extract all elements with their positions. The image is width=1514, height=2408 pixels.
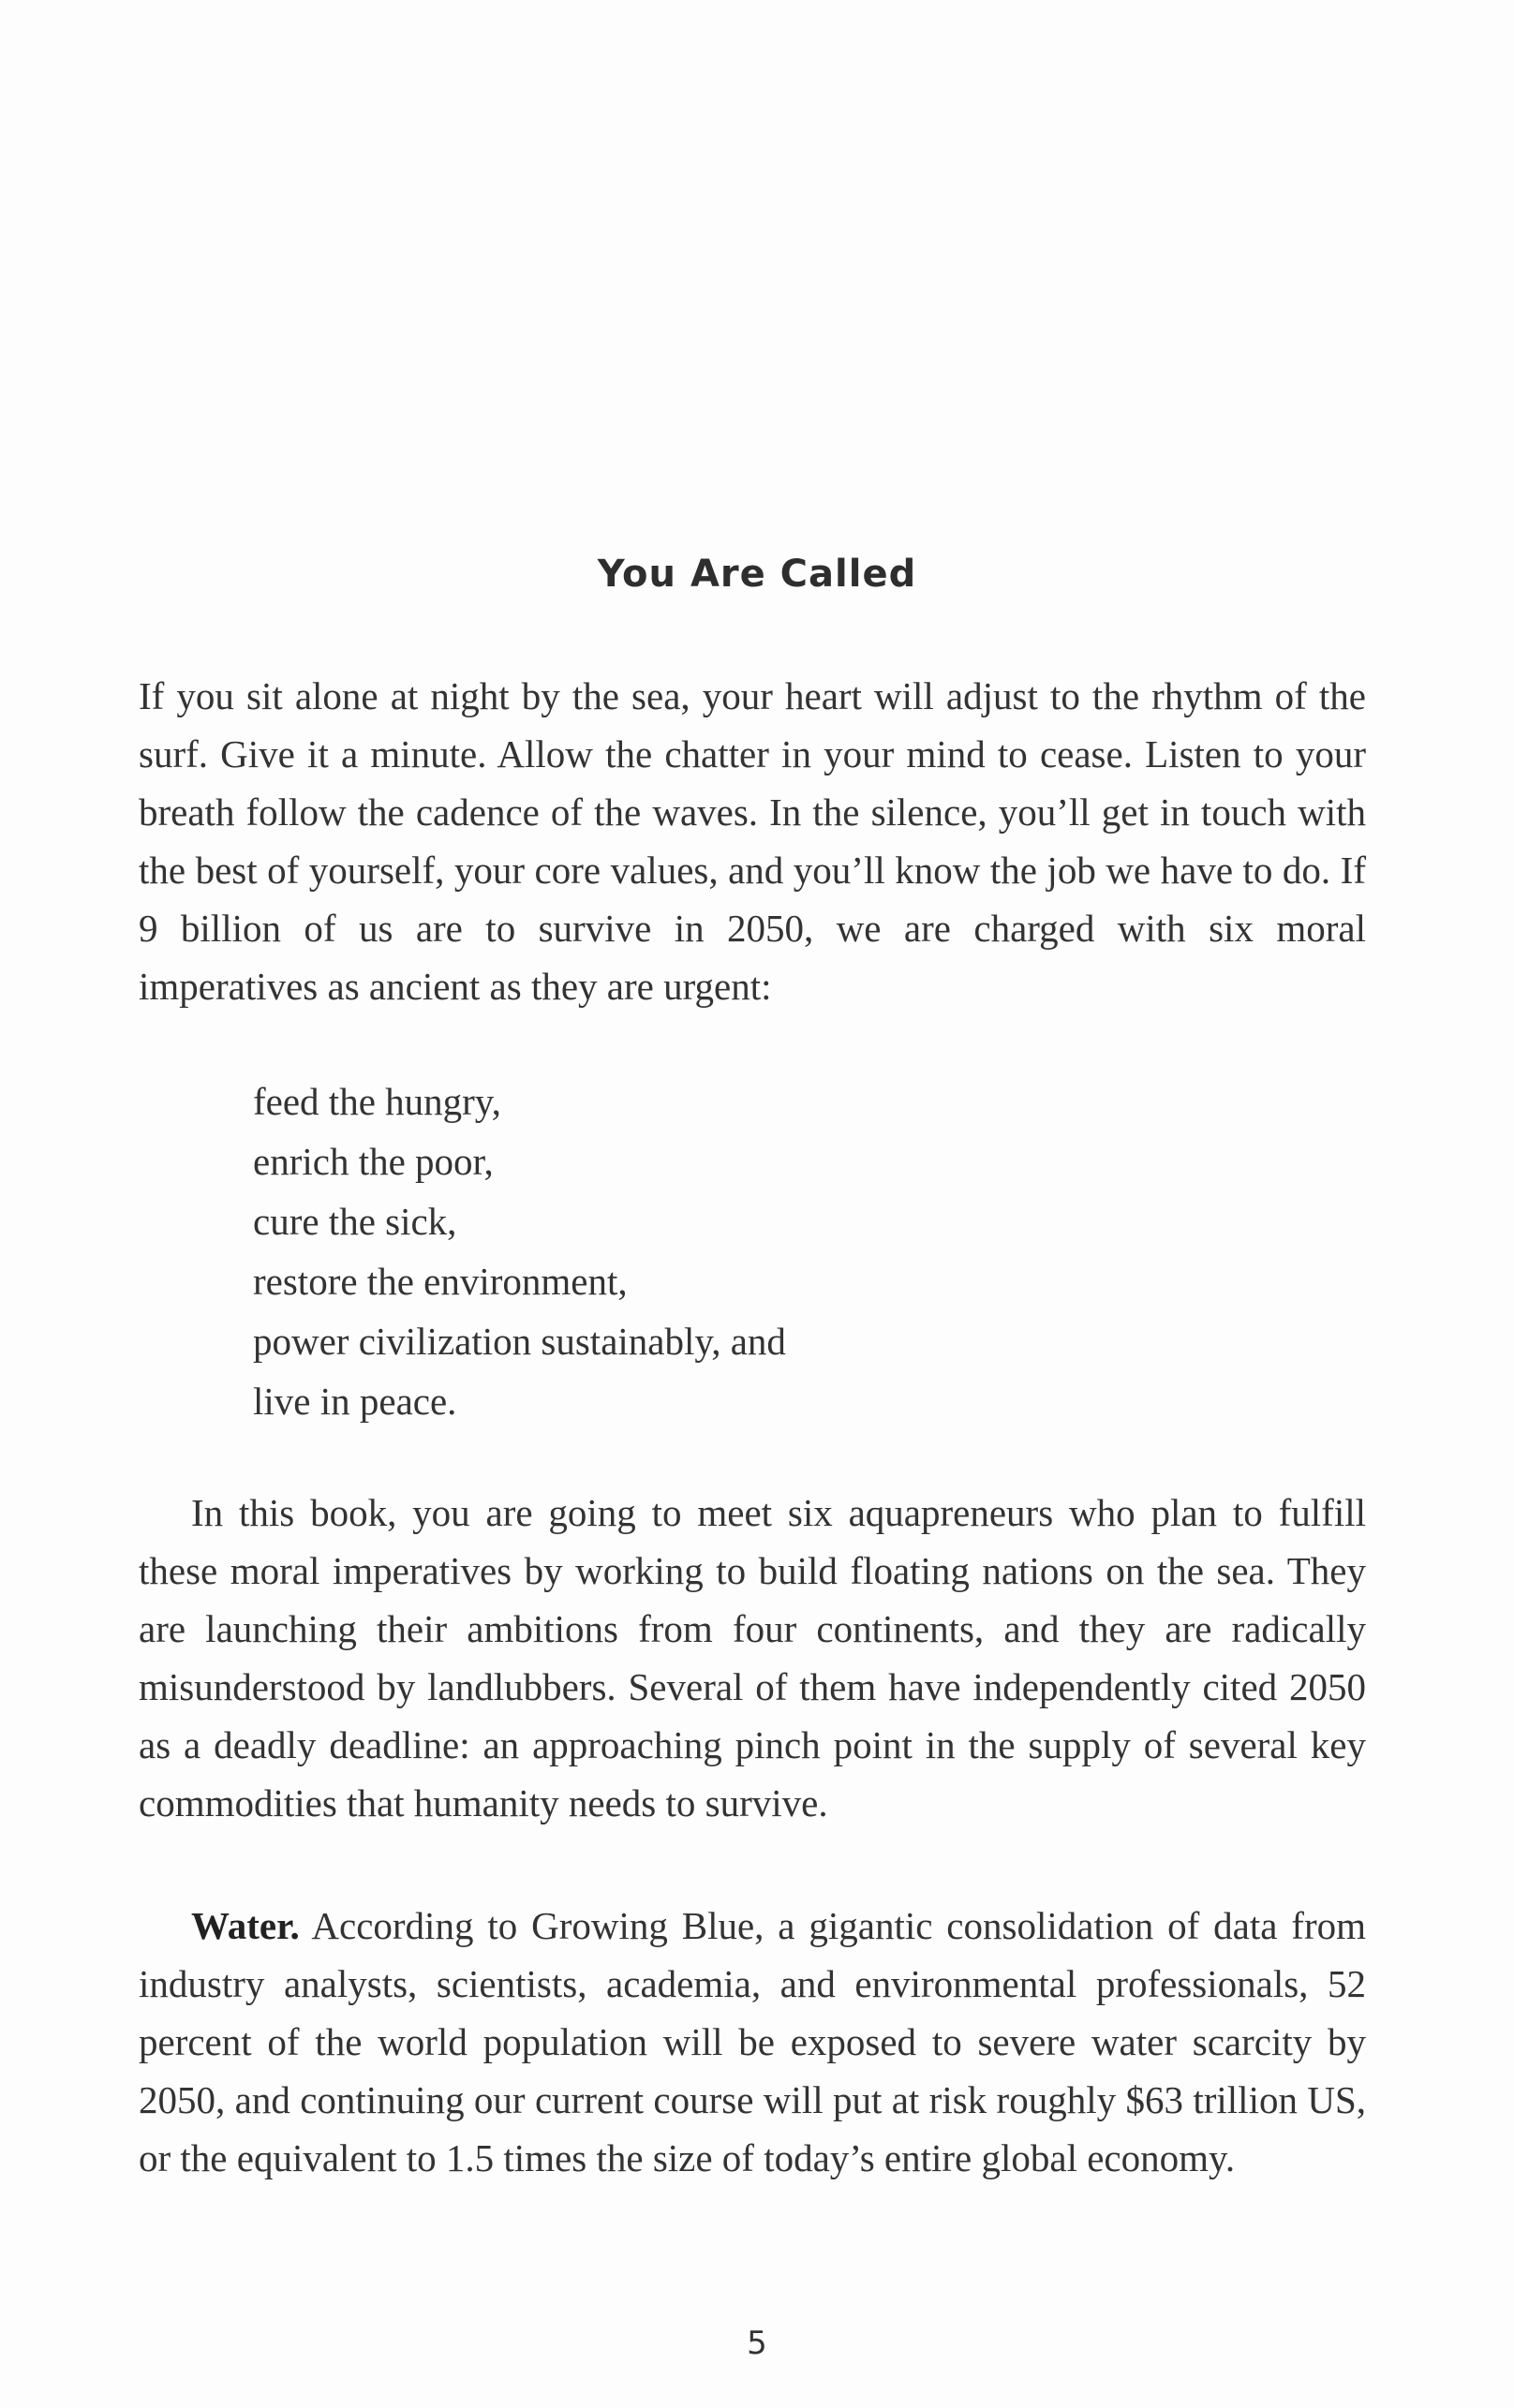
imperative-item: feed the hungry, <box>253 1080 501 1123</box>
page-number: 5 <box>747 2325 767 2362</box>
chapter-title: You Are Called <box>597 553 917 596</box>
water-paragraph <box>139 1897 1366 2187</box>
water-paragraph-text: According to Growing Blue, a gigantic consolidation of data from industry analysts, scientists, academia, and environmental professionals, 52 percent of the world population will be exposed to severe water scarcity by 2050, and continuing our current course will put at risk roughly $63 trillion US, or the equivalent to 1.5 times the size of today’s entire global economy. <box>139 1904 1366 2179</box>
imperative-item: enrich the poor, <box>253 1140 494 1183</box>
imperative-item: restore the environment, <box>253 1260 628 1303</box>
aquapreneurs-paragraph: In this book, you are going to meet six aquapreneurs who plan to fulfill these moral imperatives by working to build floating nations on the sea. They are launching their ambitions from four continents, and they are radically misunderstood by landlubbers. Several of them have independently cited 2050 as a deadly deadline: an approaching pinch point in the supply of several key commodities that humanity needs to survive. <box>139 1491 1366 1824</box>
imperative-item: live in peace. <box>253 1380 457 1423</box>
imperative-item: power civilization sustainably, and <box>253 1320 786 1363</box>
water-lead: Water. <box>191 1904 300 1947</box>
imperatives-list <box>253 1071 786 1431</box>
imperative-item: cure the sick, <box>253 1200 457 1243</box>
intro-paragraph: If you sit alone at night by the sea, your heart will adjust to the rhythm of the surf. Give it a minute. Allow the chatter in your mind to cease. Listen to your breath follow the cadence of the waves. In the silence, you’ll get in touch with the best of yourself, your core values, and you’ll know the job we have to do. If 9 billion of us are to survive in 2050, we are charged with six moral imperatives as ancient as they are urgent: <box>139 674 1366 1008</box>
